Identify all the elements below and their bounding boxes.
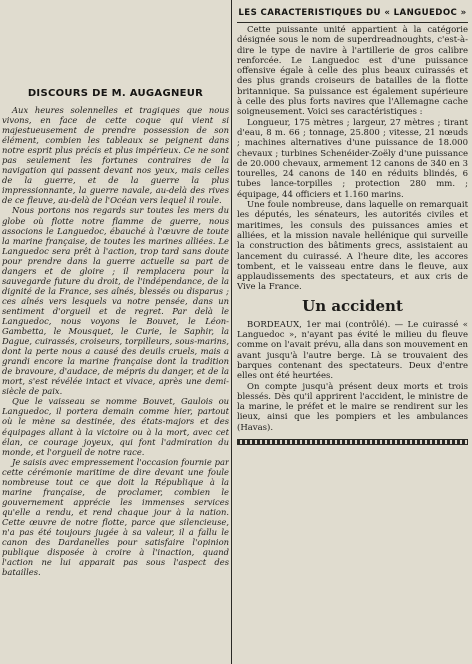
characteristics-paragraph: Longueur, 175 mètres ; largeur, 27 mètres ; tirant d'eau, 8 m. 66 ; tonnage, 25.800 ; vitesse, 21 nœuds ; machines alternatives d'une puissance de 18.000 chevaux ; turbines Schenéider-Zoëly d'une puissance de 20.000 chevaux, armement 12 canons de 340 en 3 tourelles, 24 canons de 140 en réduits blindés, 6 tubes lance-torpilles ; protection 280 mm. ; équipage, 44 officiers et 1.160 marins. <box>237 117 468 200</box>
characteristics-paragraph: Une foule nombreuse, dans laquelle on remarquait les députés, les sénateurs, les autorités civiles et maritimes, les consuls des puissances amies et alliées, et la mission navale hellénique qui surveille la construction des bâtiments grecs, assistaient au lancement du cuirassé. A l'heure dite, les accores tombent, et le vaisseau entre dans le fleuve, aux applaudissements des spectateurs, et aux cris de Vive la France. <box>237 200 468 293</box>
heading-rule <box>237 22 468 23</box>
speech-heading: DISCOURS DE M. AUGAGNEUR <box>27 88 204 99</box>
speech-paragraph: Je saisis avec empressement l'occasion fournie par cette cérémonie maritime de dire devant une foule nombreuse tout ce que doit la République à la marine française, de proclamer, combien le gouvernement apprécie les immenses services qu'elle a rendu, et rend chaque jour à la nation. Cette œuvre de notre flotte, parce que silencieuse, n'a pas été toujours jugée à sa valeur, il a fallu le canon des Dardanelles pour satisfaire l'opinion publique disposée à croire à l'inaction, quand l'action ne lui apparait pas sous l'aspect des batailles. <box>2 456 229 578</box>
speech-paragraph: Nous portons nos regards sur toutes les mers du globe où flotte notre flamme de guerre, nous associons le Languedoc, ébauché à l'œuvre de toute la marine française, de toutes les marines alliées. Le Languedoc sera prêt à l'action, trop tard sans doute pour prendre dans la guerre actuelle sa part de dangers et de gloire ; il remplacera pour la sauvegarde future du droit, de l'indépendance, de la dignité de la France, ses aînés, blessés ou disparus ; ces aînés vers lesquels va notre pensée, dans un sentiment d'orgueil et de regret. Par delà le Languedoc, nous voyons le Bouvet, le Léon-Gambetta, le Mousquet, le Curie, le Saphir, la Dague, cuirassés, croiseurs, torpilleurs, sous-marins, dont la perte nous a causé des deuils cruels, mais a grandi encore la marine française dont la tradition de bravoure, d'audace, de mépris du danger, et de la mort, s'est révélée intact et vivace, après une demi-siècle de paix. <box>2 205 229 397</box>
left-column <box>2 0 229 664</box>
characteristics-body <box>237 25 468 293</box>
top-blank-area <box>2 0 229 78</box>
speech-paragraph: Que le vaisseau se nomme Bouvet, Gaulois ou Languedoc, il portera demain comme hier, partout où le mène sa destinée, des états-majors et des équipages allant à la victoire ou à la mort, avec cet élan, ce courage joyeux, qui font l'admiration du monde, et l'orgueil de notre race. <box>2 396 229 457</box>
accident-heading: Un accident <box>302 296 403 315</box>
column-divider <box>231 0 232 664</box>
speech-body <box>2 105 229 577</box>
speech-paragraph: Aux heures solennelles et tragiques que nous vivons, en face de cette coque qui vient si majestueusement de prendre possession de son élément, combien les tableaux se peignent dans notre esprit plus précis et plus impérieux. Ce ne sont pas seulement les fortunes contraires de la navigation qui passent devant nos yeux, mais celles de la guerre, et de la guerre la plus impressionnante, la guerre navale, au-delà des rives de ce fleuve, au-delà de l'Océan vers lequel il roule. <box>2 105 229 206</box>
characteristics-paragraph: Cette puissante unité appartient à la catégorie désignée sous le nom de superdreadnoughts, c'est-à-dire le type de navire à l'artillerie de gros calibre renforcée. Le Languedoc est d'une puissance offensive égale à celle des plus beaux cuirassés et des plus grands croiseurs de batailles de la flotte britannique. Sa puissance est également supérieure à celle des plus forts navires que l'Allemagne cache soigneusement. Voici ses caractéristiques : <box>237 25 468 118</box>
accident-paragraph: On compte jusqu'à présent deux morts et trois blessés. Dès qu'il apprirent l'accident, le ministre de la marine, le préfet et le maire se rendirent sur les lieux, ainsi que les pompiers et les ambulances (Havas). <box>237 381 468 433</box>
accident-paragraph: BORDEAUX, 1er mai (contrôlé). — Le cuirassé « Languedoc », n'ayant pas évité le milieu du fleuve comme on l'avait prévu, alla dans son mouvement en avant jusqu'à l'autre berge. Là se trouvaient des barques contenant des spectateurs. Deux d'entre elles ont été heurtées. <box>237 319 468 382</box>
section-end-rule <box>237 439 468 445</box>
accident-body <box>237 320 468 433</box>
right-column <box>237 0 468 664</box>
characteristics-heading: LES CARACTERISTIQUES DU « LANGUEDOC » <box>238 8 467 18</box>
